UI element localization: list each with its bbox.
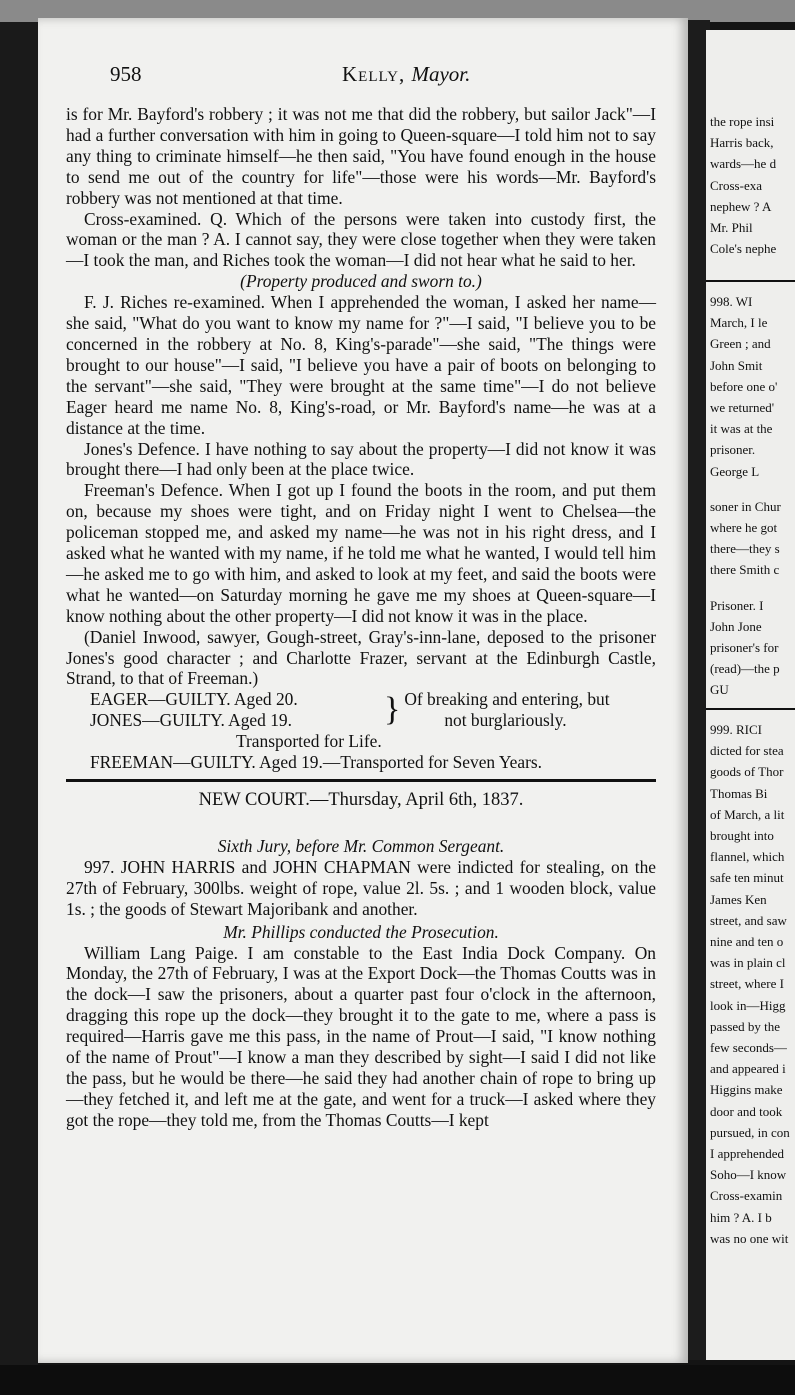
running-header [66, 62, 656, 92]
paragraph-riches: F. J. Riches re-examined. When I apprehended the woman, I asked her name—she said, "What do you want to know my name for ?"—I said, "I believe you to be concerned in the robbery at No. 8, King's-parade"—she said, "The things were brought to our house"—I said, "I believe you have a pair of boots on belonging to the servant"—she said, "They were brought at the same time"—I do not believe Eager heard me name No. 8, King's-road, or Mr. Bayford's name—he was at a distance at the time. [66, 292, 656, 438]
verdicts-left [66, 689, 380, 731]
right-page-line: Harris back, [710, 135, 774, 151]
right-rule [706, 280, 795, 282]
right-page-line: John Jone [710, 618, 762, 634]
right-page-line: brought into [710, 828, 774, 843]
right-page-line: (read)—the p [710, 661, 780, 677]
paragraph-cross-examined: Cross-examined. Q. Which of the persons were taken into custody first, the woman or the man ? A. I cannot say, they were close together when they were taken—I took the man, and Riches took the woman—I did not hear what he said to her. [66, 208, 656, 271]
right-page-line: look in—Higg [710, 997, 786, 1013]
verdict-jones: JONES—GUILTY. Aged 19. [90, 710, 292, 731]
verdict-block [66, 689, 656, 773]
right-page-line: wards—he d [710, 156, 777, 172]
right-page-line: Cross-examin [710, 1188, 783, 1204]
property-note: (Property produced and sworn to.) [240, 271, 482, 292]
right-page-line: goods of Thor [710, 764, 784, 780]
right-page-line: there—they s [710, 541, 780, 557]
jury-line: Sixth Jury, before Mr. Common Sergeant. [217, 836, 505, 856]
brace: } [384, 691, 401, 729]
right-page-line: Mr. Phil [710, 220, 753, 235]
book-binding-left [0, 22, 38, 1367]
right-page-line: pursued, in con [710, 1124, 790, 1140]
right-page-line: George L [710, 463, 760, 479]
right-page-line: prisoner. [710, 442, 756, 458]
right-page-line: passed by the [710, 1018, 781, 1034]
right-page-line: Thomas Bi [710, 785, 768, 801]
right-page-line: Prisoner. I [710, 597, 764, 613]
paragraph-character-witnesses: (Daniel Inwood, sawyer, Gough-street, Gray's-inn-lane, deposed to the prisoner Jones's good character ; and Charlotte Frazer, servant at the Edinburgh Castle, Strand, to that of Freeman.) [66, 626, 656, 689]
right-page-line: few seconds— [710, 1040, 787, 1055]
right-page-line: Soho—I know [710, 1167, 787, 1183]
paragraph-jones-defence: Jones's Defence. I have nothing to say about the property—I did not know it was brought there—I had only been at the place twice. [66, 438, 656, 480]
right-page-line: we returned' [710, 400, 775, 415]
right-page-line: door and took [710, 1103, 783, 1119]
right-page-line: street, where I [710, 976, 784, 992]
right-page-line: prisoner's for [710, 640, 779, 655]
verdict-freeman: FREEMAN—GUILTY. Aged 19.—Transported for Seven Years. [90, 752, 542, 773]
running-title: Kelly, Mayor. [342, 62, 471, 86]
right-page-line: soner in Chur [710, 498, 781, 514]
court-heading: NEW COURT.—Thursday, April 6th, 1837. [198, 790, 524, 810]
right-page-line: I apprehended [710, 1146, 784, 1161]
right-page-line: it was at the [710, 421, 773, 437]
right-page-line: street, and saw [710, 912, 787, 928]
verdict-eager: EAGER—GUILTY. Aged 20. [90, 689, 298, 710]
right-page-line: March, I le [710, 315, 768, 331]
case-997: 997. JOHN HARRIS and JOHN CHAPMAN were indicted for stealing, on the 27th of February, 300lbs. weight of rope, value 2l. 5s. ; and 1 wooden block, value 1s. ; the goods of Stewart Majoribank and another. [66, 856, 656, 919]
paige-testimony: William Lang Paige. I am constable to the East India Dock Company. On Monday, the 27th of February, I was at the Export Dock—the Thomas Coutts was in the dock—I saw the prisoners, about a quarter past four o'clock in the afternoon, dragging this rope up the dock—they brought it to the gate to me, where a pass is required—Harris gave me this pass, in the name of Prout—I said, "I know nothing of the name of Prout"—I know a man they described by sight—I said I did not like the pass, but he would be there—he said they had another chain of rope to bring up—they fetched it, and left me at the gate, and went for a truck—I asked where they got the rope—they told me, from the Thomas Coutts—I kept [66, 942, 656, 1130]
right-page-line: John Smit [710, 357, 763, 373]
right-page-line: Cross-exa [710, 177, 762, 193]
scan-bottom-edge [0, 1365, 795, 1395]
right-page-line: nine and ten o [710, 934, 784, 949]
right-page-line: before one o' [710, 378, 778, 394]
right-page-line: James Ken [710, 891, 767, 907]
right-page-line: nephew ? A [710, 198, 772, 214]
paragraph-freeman-defence: Freeman's Defence. When I got up I found the boots in the room, and put them on, because my shoes were tight, and on Friday night I went to Chelsea—the policeman stopped me, and asked my name—he was not in his right dress, and I asked what he wanted with my name, if he told me what he wanted, I would tell him—he asked me to go with him, and asked to look at my feet, and said the boots were what he wanted—on Saturday morning he gave me my shoes at Queen-square—I know nothing about the other property—I did not know it was in the place. [66, 480, 656, 626]
right-page-line: 999. RICI [710, 722, 762, 737]
section-rule [66, 779, 656, 782]
right-page-line: GU [710, 682, 729, 698]
right-page-line: the rope insi [710, 114, 775, 129]
right-page-fragment [706, 30, 795, 1360]
right-rule [706, 708, 795, 710]
right-page-line: Higgins make [710, 1082, 783, 1098]
right-page-line: where he got [710, 520, 778, 535]
page-number: 958 [110, 62, 142, 86]
prosecution-line: Mr. Phillips conducted the Prosecution. [223, 921, 499, 942]
verdicts-right: Of breaking and entering, but not burglariously. [404, 689, 610, 731]
right-page-line: of March, a lit [710, 806, 785, 822]
right-page-line: dicted for stea [710, 743, 784, 759]
paragraph: is for Mr. Bayford's robbery ; it was not me that did the robbery, but sailor Jack"—I had a further conversation with him in going to Queen-square—I told him not to say any thing to criminate himself—he then said, "You have found enough in the house to send me out of the country for life"—those were his words—Mr. Bayford's robbery was not mentioned at that time. [66, 104, 656, 208]
right-page-line: 998. WI [710, 294, 753, 309]
verdict-sentence: Transported for Life. [236, 731, 382, 752]
page-body [66, 104, 656, 1131]
right-page-line: and appeared i [710, 1061, 786, 1077]
right-page-line: flannel, which [710, 849, 785, 865]
right-page-line: there Smith c [710, 562, 780, 578]
right-page-line: was in plain cl [710, 955, 786, 971]
right-page-line: Green ; and [710, 336, 771, 352]
right-page-line: him ? A. I b [710, 1209, 772, 1225]
right-page-line: safe ten minut [710, 870, 784, 886]
right-page-line: was no one wit [710, 1230, 789, 1246]
right-page-line: Cole's nephe [710, 241, 777, 257]
